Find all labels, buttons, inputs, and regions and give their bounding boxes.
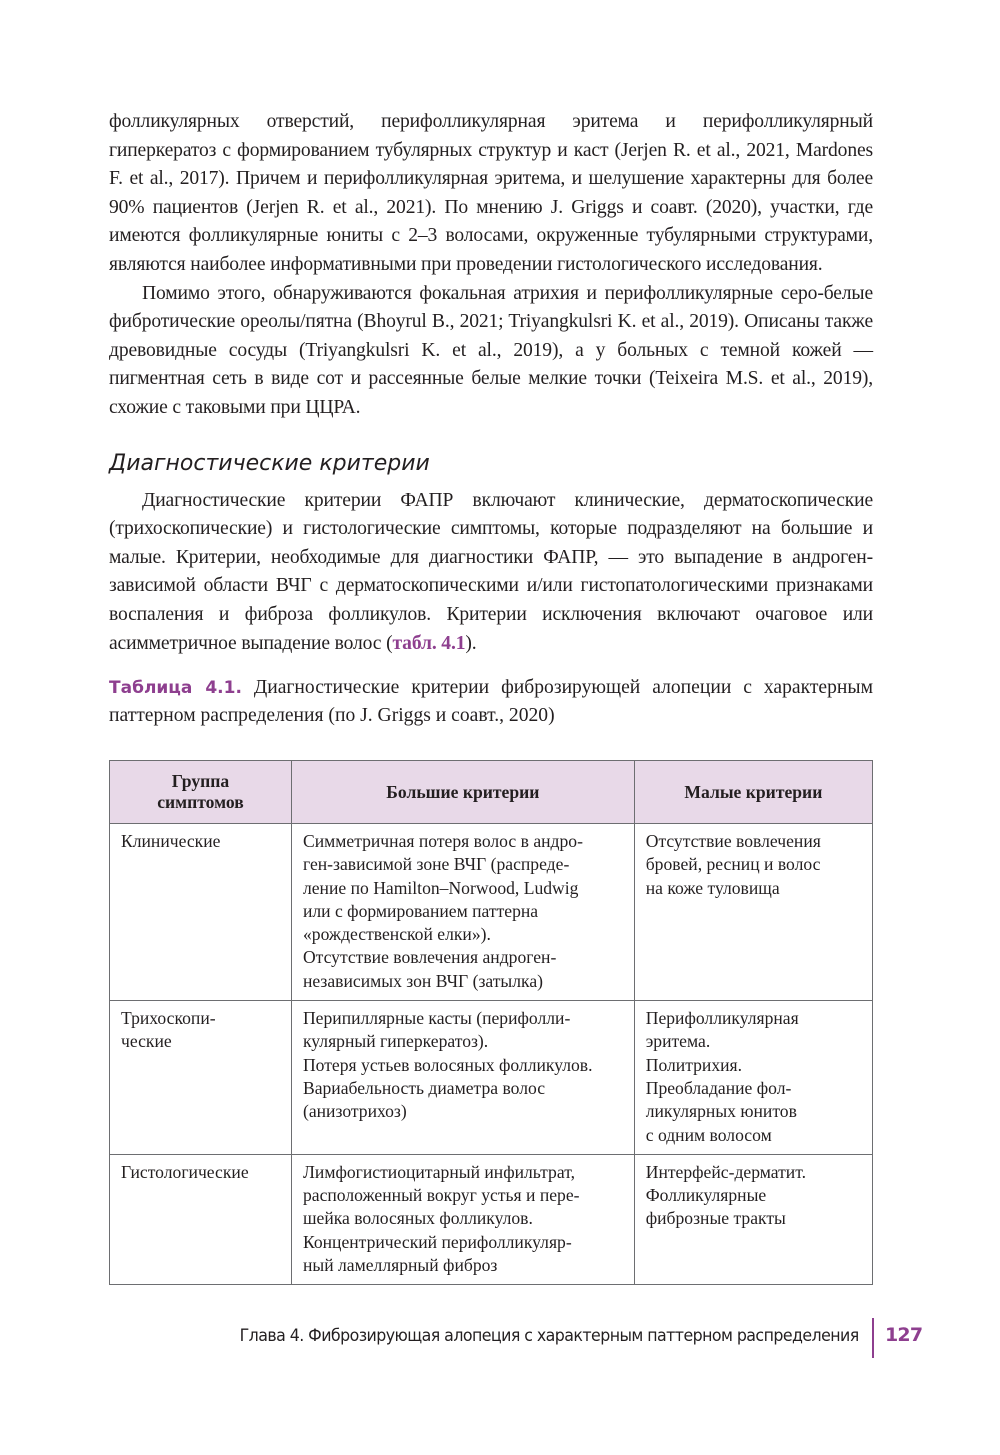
cell-line: с одним волосом [645, 1124, 772, 1145]
cell-line: Перифолликулярная [645, 1008, 799, 1029]
cell-minor [634, 1154, 872, 1284]
table-caption-text: Диагностические критерии фиброзирующей алопеции с характерным паттерном распределения (по J. Griggs и соавт., 2020) [109, 677, 873, 727]
cell-line: ген-зависимой зоне ВЧГ (распреде- [302, 854, 570, 875]
cell-line: Преобладание фол- [645, 1077, 792, 1098]
cell-line: Вариабельность диаметра волос [302, 1077, 546, 1098]
paragraph-1: фолликулярных отверстий, перифолликулярная эритема и перифолликулярный гиперкератоз с формированием тубулярных структур и каст (Jerjen R. et al., 2021, Mardones F. et al., 2017). Причем и перифолликулярная эритема, и шелушение характерны для более 90% пациентов (Jerjen R. et al., 2021). По мнению J. Griggs и соавт. (2020), участки, где имеются фолликулярные юниты с 2–3 волосами, окруженные тубулярными структурами, являются наиболее информативными при проведении гистологического исследования. [109, 111, 873, 275]
header-group-line-1: Группа [171, 771, 230, 791]
cell-major [291, 824, 634, 1001]
criteria-table [109, 760, 873, 1285]
table-row [110, 1001, 873, 1155]
cell-minor [634, 824, 872, 1001]
cell-line: или с формированием паттерна [302, 900, 539, 921]
cell-line: «рождественской елки»). [302, 924, 491, 945]
running-title: Глава 4. Фиброзирующая алопеция с характерным паттерном распределения [239, 1326, 859, 1346]
cell-line: ление по Hamilton–Norwood, Ludwig [302, 877, 579, 898]
paragraph-2: Помимо этого, обнаруживаются фокальная атрихия и перифолликулярные серо-белые фибротические ореолы/пятна (Bhoyrul B., 2021; Triyangkulsri K. et al., 2019). Описаны также древовидные сосуды (Triyangkulsri K. et al., 2019), а у больных с темной кожей — пигментная сеть в виде сот и рассеянные белые мелкие точки (Teixeira M.S. et al., 2019), схожие с таковыми при ЦЦРА. [109, 282, 873, 418]
cell-line: кулярный гиперкератоз). [302, 1031, 489, 1052]
cell-line: Отсутствие вовлечения андроген- [302, 947, 557, 968]
cell-line: эритема. [645, 1031, 711, 1052]
cell-line: Симметричная потеря волос в андро- [302, 831, 583, 851]
cell-line: Трихоскопи- [121, 1008, 216, 1029]
cell-line: ный ламеллярный фиброз [302, 1255, 498, 1276]
cell-major [291, 1001, 634, 1155]
cell-line: Политрихия. [645, 1054, 743, 1075]
header-minor-criteria: Малые критерии [634, 761, 872, 824]
table-header-row [110, 761, 873, 824]
cell-line: ликулярных юнитов [645, 1101, 797, 1122]
table-caption [109, 674, 873, 730]
page-number: 127 [885, 1324, 923, 1346]
paragraph-3-end: ). [465, 632, 477, 654]
cell-line: Отсутствие вовлечения [645, 831, 821, 851]
cell-line: Лимфогистиоцитарный инфильтрат, [302, 1161, 575, 1182]
cell-line: Интерфейс-дерматит. [645, 1161, 806, 1182]
cell-group: Клинические [110, 824, 292, 1001]
cell-group: Гистологические [110, 1154, 292, 1284]
cell-line: бровей, ресниц и волос [645, 854, 821, 875]
paragraph-3 [109, 487, 873, 659]
cell-line: Фолликулярные [645, 1185, 767, 1206]
footer-divider [872, 1318, 874, 1358]
cell-line: Потеря устьев волосяных фолликулов. [302, 1054, 593, 1075]
table-row [110, 1154, 873, 1284]
cell-group [110, 1001, 292, 1155]
cell-minor [634, 1001, 872, 1155]
header-group-line-2: симптомов [157, 792, 244, 812]
cell-line: Концентрический перифолликуляр- [302, 1231, 572, 1252]
table-caption-label: Таблица 4.1. [109, 678, 242, 699]
cell-major [291, 1154, 634, 1284]
paragraph-3-text: Диагностические критерии ФАПР включают клинические, дерматоскопические (трихоскопические) и гистологические симптомы, которые подразделяют на большие и малые. Критерии, необходимые для диагностики ФАПР, — это выпадение в андроген-зависимой области ВЧГ с дерматоскопическими и/или гистопатологическими признаками воспаления и фиброза фолликулов. Критерии исключения включают очаговое или асимметричное выпадение волос ( [109, 489, 873, 654]
header-major-criteria: Большие критерии [291, 761, 634, 824]
header-symptom-group [110, 761, 292, 824]
cell-line: шейка волосяных фолликулов. [302, 1208, 533, 1229]
cell-line: расположенный вокруг устья и пере- [302, 1185, 580, 1206]
page-footer [0, 1318, 1000, 1358]
table-reference-link[interactable]: табл. 4.1 [392, 632, 466, 654]
cell-line: фиброзные тракты [645, 1208, 786, 1229]
table-row [110, 824, 873, 1001]
cell-line: (анизотрихоз) [302, 1101, 407, 1122]
cell-line: Перипиллярные касты (перифолли- [302, 1008, 571, 1029]
cell-line: на коже туловища [645, 877, 780, 898]
cell-line: независимых зон ВЧГ (затылка) [302, 970, 543, 991]
cell-line: ческие [121, 1031, 172, 1052]
page-body [109, 108, 873, 730]
section-heading: Диагностические критерии [109, 450, 430, 476]
